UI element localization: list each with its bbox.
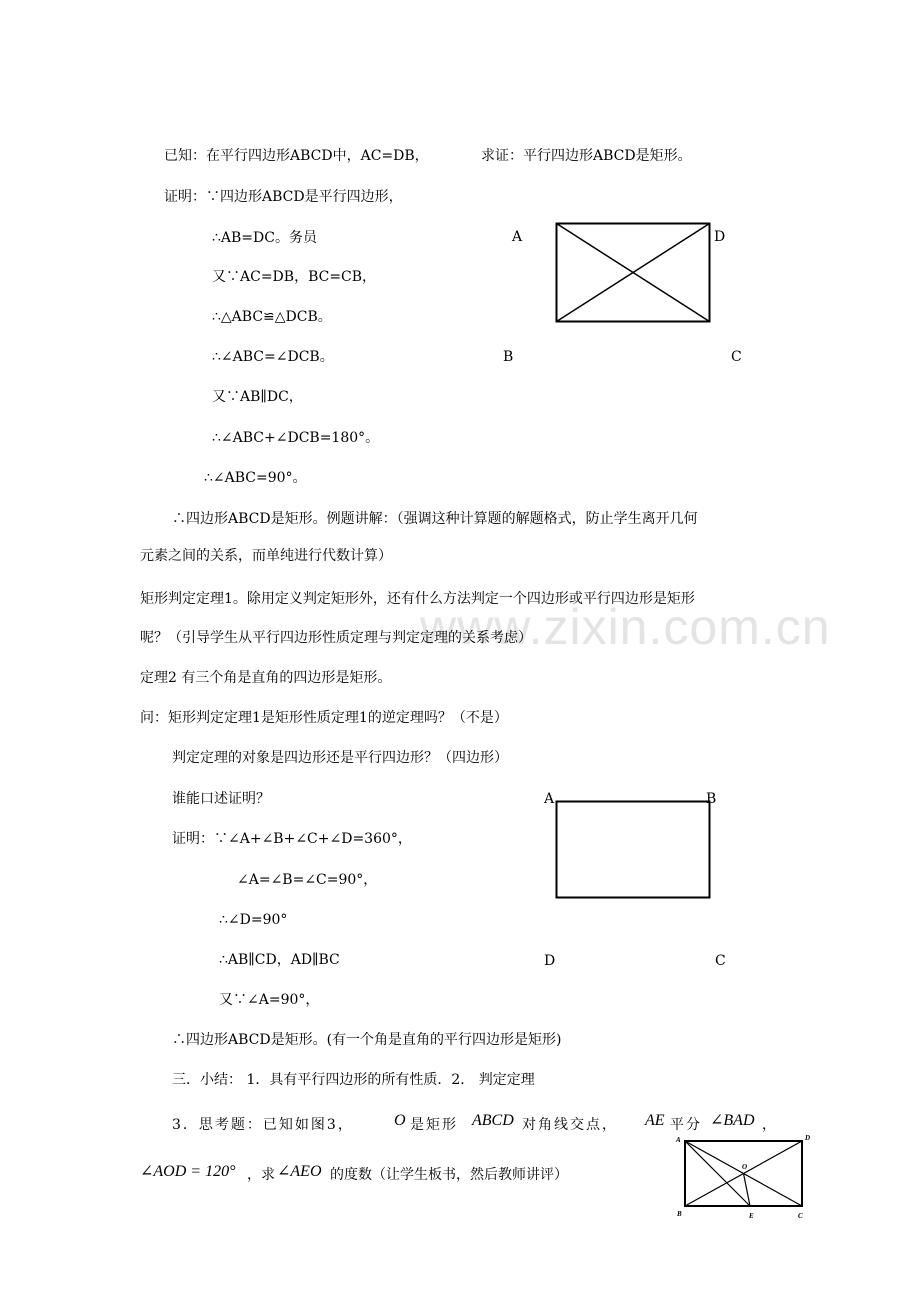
figure3-label-o: O	[742, 1163, 748, 1171]
question-text: 是矩形	[410, 1117, 458, 1133]
figure2-label-d: D	[544, 953, 556, 969]
math-abcd: ABCD	[472, 1112, 514, 1129]
figure1-label-d: D	[714, 229, 726, 245]
figure2-label-c: C	[715, 953, 726, 969]
proof-line: 又∵∠A=90°，	[219, 992, 320, 1008]
proof-line: ∴AB∥CD，AD∥BC	[219, 952, 340, 968]
proof-line: ∴△ABC≌△DCB。	[212, 309, 332, 325]
math-angle-aeo: ∠AEO	[277, 1163, 322, 1180]
proof-line: ∴∠D=90°	[219, 912, 288, 928]
paragraph-line: 呢？（引导学生从平行四边形性质定理与判定定理的关系考虑）	[140, 630, 532, 646]
theorem-line: 定理2 有三个角是直角的四边形是矩形。	[140, 670, 392, 686]
question-text: 的度数（让学生板书，然后教师讲评）	[330, 1167, 568, 1183]
figure-rectangle	[556, 801, 710, 899]
math-ae: AE	[645, 1112, 665, 1129]
summary-line: 三．小结： 1．具有平行四边形的所有性质．2． 判定定理	[172, 1072, 535, 1088]
figure3-label-c: C	[798, 1212, 803, 1220]
prove-text: 求证：平行四边形ABCD是矩形。	[481, 148, 692, 164]
proof-line: ∠A=∠B=∠C=90°，	[237, 872, 378, 888]
math-angle-aod: ∠AOD = 120°	[140, 1163, 236, 1180]
proof-line: ∴AB=DC。务员	[212, 230, 317, 246]
question-line: 谁能口述证明？	[172, 791, 270, 807]
figure2-label-a: A	[544, 791, 555, 807]
figure-3-rectangle	[684, 1140, 804, 1208]
question-line: 判定定理的对象是四边形还是平行四边形？（四边形）	[172, 750, 508, 766]
proof-line: ∴∠ABC=90°。	[204, 470, 307, 486]
proof-line: ∴∠ABC+∠DCB=180°。	[212, 430, 380, 446]
figure2-label-b: B	[706, 791, 717, 807]
proof-line: 又∵AB∥DC，	[212, 389, 303, 405]
proof-line: 证明：∵∠A+∠B+∠C+∠D=360°，	[172, 831, 412, 847]
question-line: 问：矩形判定定理1是矩形性质定理1的逆定理吗？（不是）	[140, 710, 508, 726]
figure3-label-d: D	[805, 1134, 811, 1142]
paragraph-line: 元素之间的关系，而单纯进行代数计算）	[140, 548, 392, 564]
figure3-label-a: A	[676, 1136, 681, 1144]
figure-rectangle-diagonals	[556, 223, 710, 323]
question-text: ，	[762, 1117, 776, 1133]
question-text: 对角线交点，	[522, 1117, 618, 1133]
question-text: 3．思考题：已知如图3，	[172, 1117, 354, 1133]
question-text: ，求	[247, 1167, 275, 1183]
figure3-label-e: E	[749, 1212, 754, 1220]
given-text: 已知：在平行四边形ABCD中，AC=DB，	[164, 148, 429, 164]
figure3-label-b: B	[677, 1210, 682, 1218]
figure1-label-c: C	[731, 349, 742, 365]
proof-line: ∴∠ABC=∠DCB。	[212, 349, 334, 365]
paragraph-line: ∴四边形ABCD是矩形。例题讲解：（强调这种计算题的解题格式，防止学生离开几何	[172, 511, 698, 527]
proof-line: 又∵AC=DB，BC=CB，	[212, 269, 377, 285]
watermark: www.zixin.com.cn	[420, 599, 831, 655]
proof-line: 证明：∵四边形ABCD是平行四边形，	[164, 189, 403, 205]
paragraph-line: 矩形判定定理1。除用定义判定矩形外，还有什么方法判定一个四边形或平行四边形是矩形	[140, 591, 695, 607]
question-text: 平分	[670, 1117, 702, 1133]
math-angle-bad: ∠BAD	[710, 1112, 755, 1129]
proof-line: ∴四边形ABCD是矩形。(有一个角是直角的平行四边形是矩形)	[172, 1032, 562, 1048]
math-o: O	[394, 1112, 406, 1129]
figure1-label-a: A	[512, 229, 523, 245]
figure1-label-b: B	[503, 349, 514, 365]
